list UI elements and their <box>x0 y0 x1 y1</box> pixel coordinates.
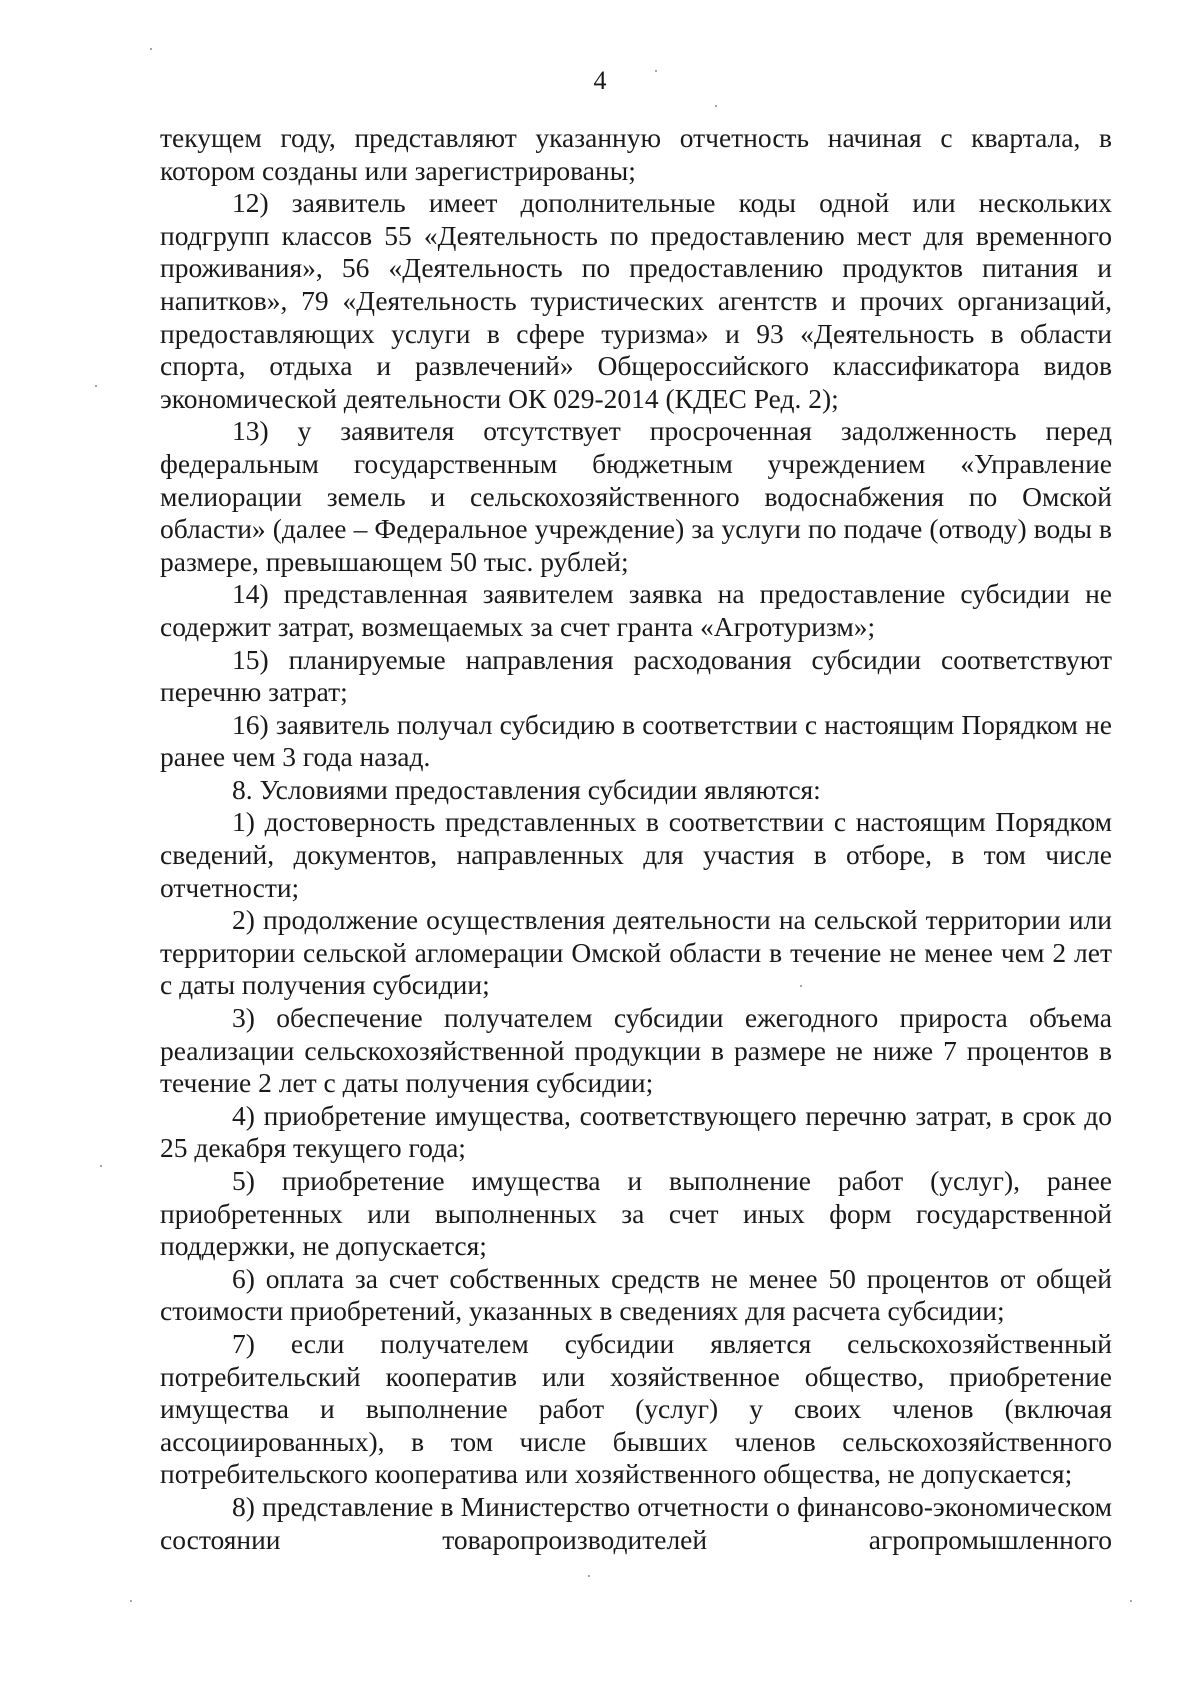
paragraph-condition-5: 5) приобретение имущества и выполнение работ (услуг), ранее приобретенных или выполненных за счет иных форм государственной поддержки, не допускается; <box>160 1165 1112 1262</box>
paragraph-item-12: 12) заявитель имеет дополнительные коды одной или нескольких подгрупп классов 55 «Деятельность по предоставлению мест для временного проживания», 56 «Деятельность по предоставлению продуктов питания и напитков», 79 «Деятельность туристических агентств и прочих организаций, предоставляющих услуги в сфере туризма» и 93 «Деятельность в области спорта, отдыха и развлечений» Общероссийского классификатора видов экономической деятельности ОК 029-2014 (КДЕС Ред. 2); <box>160 187 1112 414</box>
scan-speck <box>800 985 802 987</box>
paragraph-condition-3: 3) обеспечение получателем субсидии ежегодного прироста объема реализации сельскохозяйственной продукции в размере не ниже 7 процентов в течение 2 лет с даты получения субсидии; <box>160 1002 1112 1099</box>
paragraph-condition-2: 2) продолжение осуществления деятельности на сельской территории или территории сельской агломерации Омской области в течение не менее чем 2 лет с даты получения субсидии; <box>160 904 1112 1001</box>
scan-speck <box>100 1165 102 1167</box>
paragraph-condition-1: 1) достоверность представленных в соответствии с настоящим Порядком сведений, документов, направленных для участия в отборе, в том числе отчетности; <box>160 806 1112 903</box>
scan-speck <box>715 105 717 107</box>
paragraph-item-16: 16) заявитель получал субсидию в соответствии с настоящим Порядком не ранее чем 3 года назад. <box>160 708 1112 773</box>
paragraph-item-15: 15) планируемые направления расходования субсидии соответствуют перечню затрат; <box>160 643 1112 708</box>
paragraph-condition-6: 6) оплата за счет собственных средств не менее 50 процентов от общей стоимости приобретений, указанных в сведениях для расчета субсидии; <box>160 1262 1112 1327</box>
paragraph-item-13: 13) у заявителя отсутствует просроченная задолженность перед федеральным государственным бюджетным учреждением «Управление мелиорации земель и сельскохозяйственного водоснабжения по Омской области» (далее – Федеральное учреждение) за услуги по подаче (отводу) воды в размере, превышающем 50 тыс. рублей; <box>160 415 1112 577</box>
document-body <box>160 122 1112 1556</box>
paragraph-continuation: текущем году, представляют указанную отчетность начиная с квартала, в котором созданы или зарегистрированы; <box>160 122 1112 186</box>
scan-speck <box>655 70 657 72</box>
paragraph-item-14: 14) представленная заявителем заявка на предоставление субсидии не содержит затрат, возмещаемых за счет гранта «Агротуризм»; <box>160 578 1112 642</box>
paragraph-condition-4: 4) приобретение имущества, соответствующего перечню затрат, в срок до 25 декабря текущего года; <box>160 1099 1112 1164</box>
scan-speck <box>95 385 97 387</box>
scan-speck <box>1130 1600 1132 1602</box>
scan-speck <box>588 1575 590 1577</box>
paragraph-section-8-heading: 8. Условиями предоставления субсидии являются: <box>232 773 821 805</box>
paragraph-condition-8: 8) представление в Министерство отчетности о финансово-экономическом состоянии товаропроизводителей агропромышленного <box>160 1490 1112 1555</box>
scan-speck <box>150 48 152 50</box>
scan-speck <box>130 1600 132 1602</box>
paragraph-condition-7: 7) если получателем субсидии является сельскохозяйственный потребительский кооператив или хозяйственное общество, приобретение имущества и выполнение работ (услуг) у своих членов (включая ассоциированных), в том числе бывших членов сельскохозяйственного потребительского кооператива или хозяйственного общества, не допускается; <box>160 1327 1112 1490</box>
page-number: 4 <box>593 66 607 95</box>
